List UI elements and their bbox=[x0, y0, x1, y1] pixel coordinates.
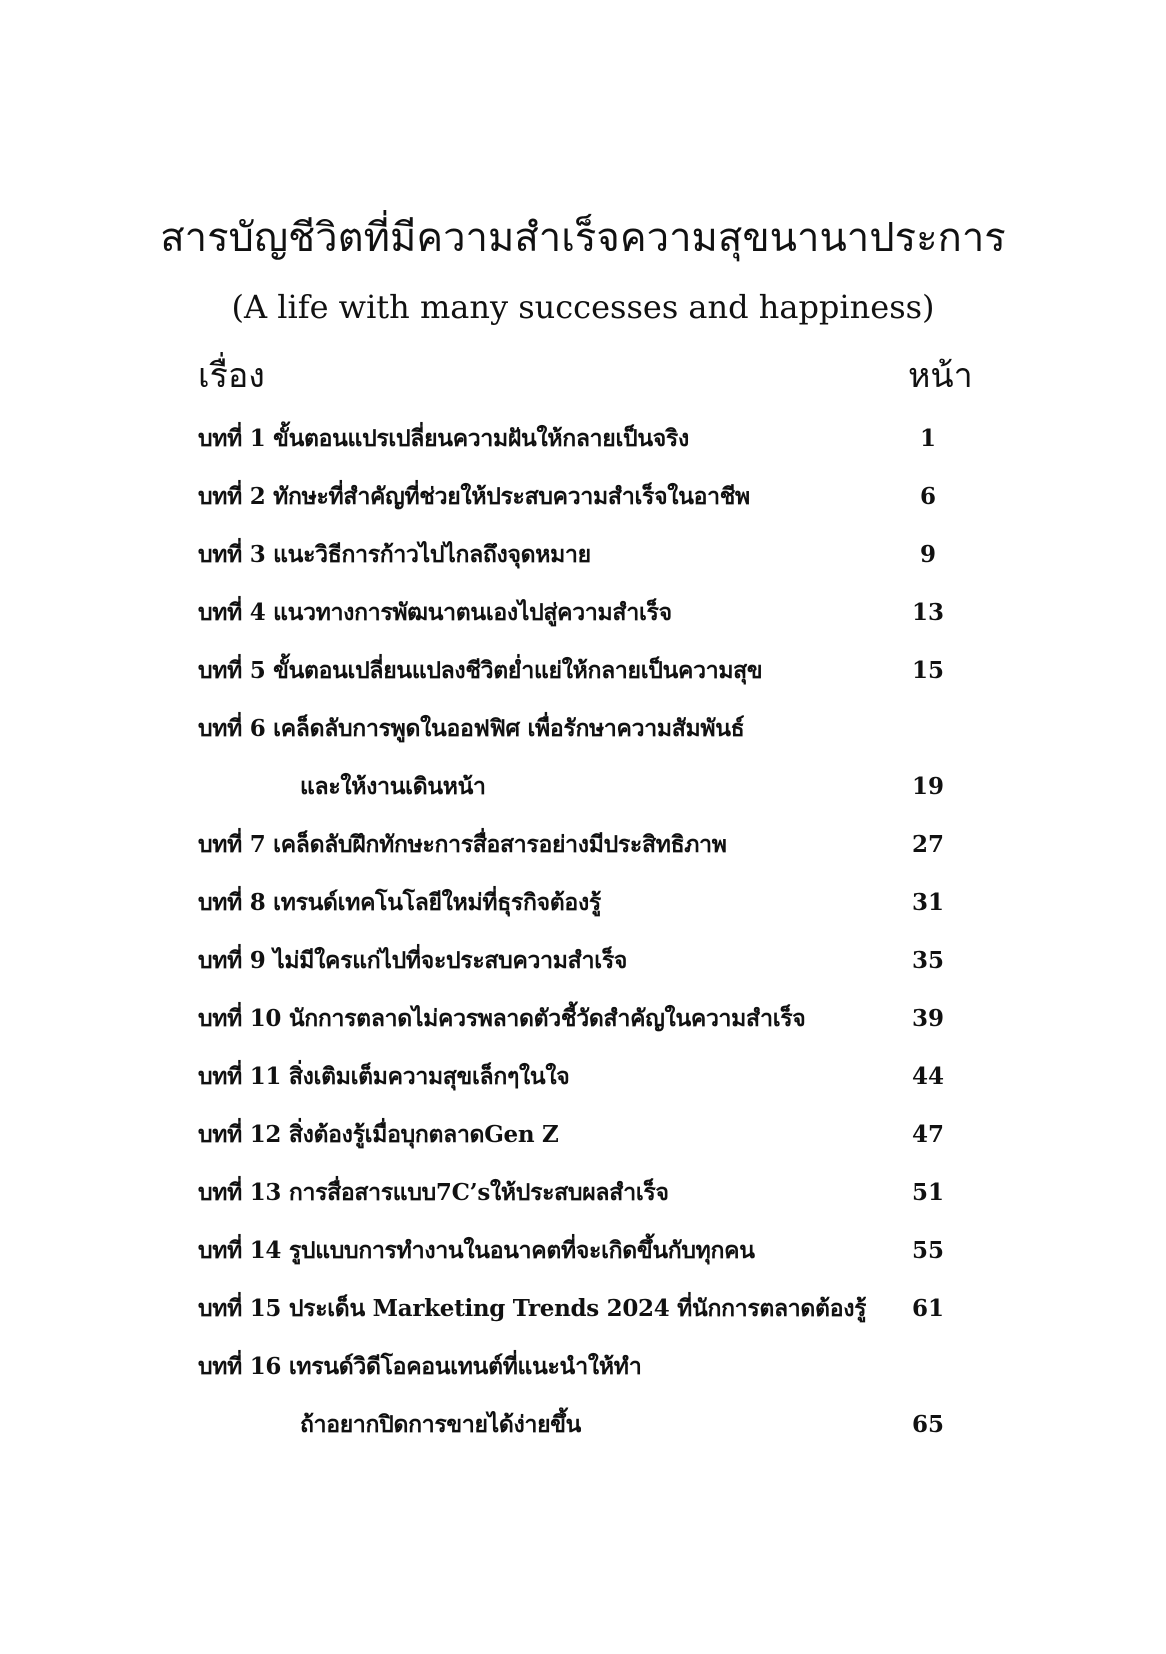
toc-row bbox=[198, 1280, 958, 1338]
toc-entry-page: 39 bbox=[911, 1005, 944, 1032]
page-subtitle: (A life with many successes and happiness) bbox=[231, 288, 935, 326]
toc-entry-title: บทที่ 5 ขั้นตอนเปลี่ยนแปลงชีวิตย่ำแย่ให้กลายเป็นความสุข bbox=[198, 657, 763, 684]
toc-entry-page: 1 bbox=[919, 425, 936, 452]
toc-entry-title: ถ้าอยากปิดการขายได้ง่ายขึ้น bbox=[300, 1411, 582, 1438]
toc-entry-page: 35 bbox=[911, 947, 944, 974]
toc-row bbox=[198, 1106, 958, 1164]
toc-row bbox=[198, 468, 958, 526]
toc-row bbox=[198, 1048, 958, 1106]
toc-entry-title: บทที่ 12 สิ่งต้องรู้เมื่อบุกตลาดGen Z bbox=[198, 1121, 559, 1148]
toc-row bbox=[198, 874, 958, 932]
toc-entry-page: 9 bbox=[919, 541, 936, 568]
toc-entry-title: บทที่ 13 การสื่อสารแบบ7C’sให้ประสบผลสำเร็จ bbox=[198, 1179, 669, 1206]
toc-row bbox=[198, 932, 958, 990]
toc-entry-page: 61 bbox=[911, 1295, 944, 1322]
page-title: สารบัญชีวิตที่มีความสำเร็จความสุขนานาประการ bbox=[160, 215, 1006, 261]
toc-entry-page: 55 bbox=[911, 1237, 944, 1264]
toc-row bbox=[198, 526, 958, 584]
toc-entry-page: 13 bbox=[911, 599, 944, 626]
toc-entry-title: บทที่ 14 รูปแบบการทำงานในอนาคตที่จะเกิดขึ้นกับทุกคน bbox=[198, 1237, 755, 1264]
toc-row bbox=[198, 642, 958, 700]
toc-row bbox=[198, 700, 958, 758]
toc-entry-title: บทที่ 2 ทักษะที่สำคัญที่ช่วยให้ประสบความสำเร็จในอาชีพ bbox=[198, 483, 750, 510]
toc-entry-title: บทที่ 3 แนะวิธีการก้าวไปไกลถึงจุดหมาย bbox=[198, 541, 591, 568]
toc-entry-title: และให้งานเดินหน้า bbox=[300, 773, 486, 800]
toc-entry-page: 51 bbox=[911, 1179, 944, 1206]
toc-row-continuation bbox=[198, 1396, 958, 1454]
toc-entry-title: บทที่ 15 ประเด็น Marketing Trends 2024 ที่นักการตลาดต้องรู้ bbox=[198, 1295, 867, 1322]
toc-entry-title: บทที่ 9 ไม่มีใครแก่ไปที่จะประสบความสำเร็จ bbox=[198, 947, 628, 974]
toc-row bbox=[198, 990, 958, 1048]
toc-row bbox=[198, 410, 958, 468]
table-of-contents bbox=[198, 410, 958, 1454]
toc-entry-page: 31 bbox=[911, 889, 944, 916]
toc-row-continuation bbox=[198, 758, 958, 816]
toc-entry-page: 6 bbox=[919, 483, 936, 510]
toc-row bbox=[198, 584, 958, 642]
toc-row bbox=[198, 1164, 958, 1222]
toc-entry-title: บทที่ 8 เทรนด์เทคโนโลยีใหม่ที่ธุรกิจต้องรู้ bbox=[198, 889, 601, 916]
toc-entry-title: บทที่ 6 เคล็ดลับการพูดในออฟฟิศ เพื่อรักษาความสัมพันธ์ bbox=[198, 715, 745, 742]
topic-column-header: เรื่อง bbox=[198, 356, 265, 396]
toc-entry-title: บทที่ 16 เทรนด์วิดีโอคอนเทนต์ที่แนะนำให้ทำ bbox=[198, 1353, 642, 1380]
toc-entry-page: 15 bbox=[911, 657, 944, 684]
toc-entry-title: บทที่ 10 นักการตลาดไม่ควรพลาดตัวชี้วัดสำคัญในความสำเร็จ bbox=[198, 1005, 806, 1032]
toc-entry-page: 47 bbox=[911, 1121, 944, 1148]
toc-entry-title: บทที่ 11 สิ่งเติมเต็มความสุขเล็กๆในใจ bbox=[198, 1063, 570, 1090]
toc-entry-page: 44 bbox=[911, 1063, 944, 1090]
toc-entry-page: 19 bbox=[911, 773, 944, 800]
toc-entry-title: บทที่ 4 แนวทางการพัฒนาตนเองไปสู่ความสำเร็จ bbox=[198, 599, 672, 626]
toc-entry-title: บทที่ 7 เคล็ดลับฝึกทักษะการสื่อสารอย่างมีประสิทธิภาพ bbox=[198, 831, 727, 858]
toc-row bbox=[198, 1338, 958, 1396]
toc-row bbox=[198, 816, 958, 874]
toc-entry-title: บทที่ 1 ขั้นตอนแปรเปลี่ยนความฝันให้กลายเป็นจริง bbox=[198, 425, 689, 452]
toc-entry-page: 27 bbox=[911, 831, 944, 858]
page-column-header: หน้า bbox=[908, 356, 973, 396]
toc-entry-page: 65 bbox=[911, 1411, 944, 1438]
toc-row bbox=[198, 1222, 958, 1280]
